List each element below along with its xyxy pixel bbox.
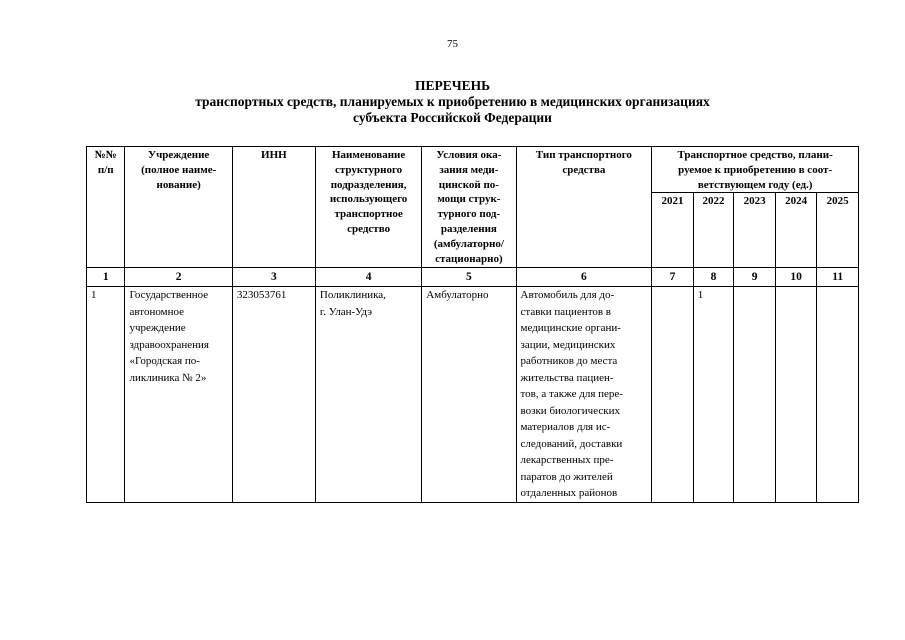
text-line: нование) bbox=[156, 178, 201, 191]
text-line: г. Улан-Удэ bbox=[319, 305, 372, 318]
text-line: стационарно) bbox=[435, 252, 503, 265]
text-line: лекарственных пре- bbox=[520, 454, 614, 467]
index-cell: 8 bbox=[693, 268, 734, 287]
text-line: №№ bbox=[94, 149, 117, 161]
text-line: (полное наиме- bbox=[141, 163, 217, 176]
header-vehicle-group bbox=[652, 147, 859, 193]
text-line: подразделения, bbox=[330, 178, 407, 191]
index-cell: 9 bbox=[734, 268, 776, 287]
text-line: тов, а также для пере- bbox=[520, 388, 623, 401]
text-line: (амбулаторно/ bbox=[433, 237, 504, 250]
cell-number: 1 bbox=[87, 287, 125, 503]
cell-2022: 1 bbox=[693, 287, 734, 503]
text-line: Автомобиль для до- bbox=[520, 289, 615, 302]
header-conditions bbox=[422, 147, 516, 268]
text-line: паратов до жителей bbox=[520, 470, 613, 483]
text-line: транспортное bbox=[334, 208, 403, 221]
index-cell: 2 bbox=[125, 268, 232, 287]
index-cell: 7 bbox=[652, 268, 694, 287]
text-line: Тип транспортного bbox=[535, 149, 632, 161]
header-number bbox=[87, 147, 125, 268]
header-institution bbox=[125, 147, 232, 268]
text-line: работников до места bbox=[520, 355, 618, 368]
text-line: Поликлиника, bbox=[319, 289, 386, 302]
cell-institution bbox=[125, 287, 232, 503]
index-cell: 11 bbox=[817, 268, 859, 287]
vehicles-table bbox=[86, 146, 859, 503]
cell-2025 bbox=[817, 287, 859, 503]
header-subdivision bbox=[315, 147, 421, 268]
text-line: мощи струк- bbox=[437, 193, 501, 206]
text-line: медицинские органи- bbox=[520, 322, 621, 335]
text-line: учреждение bbox=[129, 322, 186, 335]
text-line: зания меди- bbox=[439, 163, 499, 176]
text-line: ветствующем году (ед.) bbox=[697, 178, 813, 191]
text-line: жительства пациен- bbox=[520, 371, 614, 384]
header-inn bbox=[232, 147, 315, 268]
cell-conditions: Амбулаторно bbox=[422, 287, 516, 503]
text-line: использующего bbox=[329, 193, 408, 206]
text-line: Условия ока- bbox=[436, 149, 502, 161]
text-line: Транспортное средство, плани- bbox=[677, 149, 833, 161]
index-cell: 5 bbox=[422, 268, 516, 287]
text-line: ставки пациентов в bbox=[520, 305, 611, 318]
header-year-2022: 2022 bbox=[693, 193, 734, 268]
text-line: средства bbox=[562, 163, 606, 176]
cell-2021 bbox=[652, 287, 694, 503]
index-cell: 10 bbox=[775, 268, 817, 287]
text-line: ликлиника № 2» bbox=[129, 371, 207, 384]
index-cell: 1 bbox=[87, 268, 125, 287]
cell-vehicle-type bbox=[516, 287, 652, 503]
index-cell: 4 bbox=[315, 268, 421, 287]
page-number: 75 bbox=[447, 38, 458, 50]
text-line: разделения bbox=[440, 222, 497, 235]
index-cell: 6 bbox=[516, 268, 652, 287]
text-line: ИНН bbox=[261, 149, 287, 161]
index-cell: 3 bbox=[232, 268, 315, 287]
header-year-2021: 2021 bbox=[652, 193, 694, 268]
header-year-2023: 2023 bbox=[734, 193, 776, 268]
text-line: п/п bbox=[97, 163, 114, 176]
text-line: зации, медицинских bbox=[520, 338, 616, 351]
text-line: цинской по- bbox=[438, 178, 499, 191]
header-year-2024: 2024 bbox=[775, 193, 817, 268]
text-line: Учреждение bbox=[148, 149, 210, 161]
cell-inn: 323053761 bbox=[232, 287, 315, 503]
text-line: средство bbox=[347, 222, 391, 235]
title-line-2: транспортных средств, планируемых к приобретению в медицинских организациях bbox=[195, 94, 710, 109]
cell-2024 bbox=[775, 287, 817, 503]
text-line: возки биологических bbox=[520, 404, 620, 417]
text-line: автономное bbox=[129, 305, 184, 318]
document-title bbox=[0, 78, 905, 126]
text-line: отдаленных районов bbox=[520, 487, 618, 500]
text-line: материалов для ис- bbox=[520, 421, 611, 434]
header-vehicle-type bbox=[516, 147, 652, 268]
cell-subdivision bbox=[315, 287, 421, 503]
text-line: «Городская по- bbox=[129, 355, 200, 368]
text-line: Наименование bbox=[331, 149, 406, 161]
text-line: структурного bbox=[335, 163, 403, 176]
title-line-1: ПЕРЕЧЕНЬ bbox=[414, 78, 491, 93]
title-line-3: субъекта Российской Федерации bbox=[353, 110, 552, 125]
text-line: здравоохранения bbox=[129, 338, 209, 351]
table-row bbox=[87, 287, 859, 503]
text-line: турного под- bbox=[437, 208, 501, 221]
text-line: Государственное bbox=[129, 289, 209, 302]
header-year-2025: 2025 bbox=[817, 193, 859, 268]
text-line: следований, доставки bbox=[520, 437, 623, 450]
text-line: руемое к приобретению в соот- bbox=[678, 163, 833, 176]
cell-2023 bbox=[734, 287, 776, 503]
